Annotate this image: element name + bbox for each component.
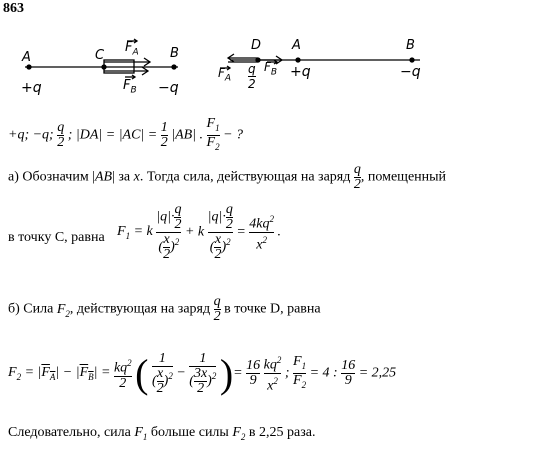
left-label-c: C: [95, 48, 105, 63]
right-charge-a: +q: [290, 64, 311, 80]
given-frac-f1f2: $\frac{F_1}{F_2}$: [206, 116, 220, 152]
right-label-d: D: [251, 38, 262, 53]
right-label-fb: $F_B$: [264, 60, 278, 78]
right-label-a: A: [292, 38, 301, 53]
conclusion: Следовательно, сила $F_1$ больше силы $F_2$ в 2,25 раза.: [8, 425, 316, 442]
right-charge-b: −q: [400, 64, 421, 80]
given-frac-q2: $\frac{q}{2}$: [57, 119, 65, 150]
given-frac-half: $\frac{1}{2}$: [160, 119, 168, 150]
force-diagram: [0, 0, 550, 110]
left-label-a: A: [22, 50, 31, 65]
left-charge-b: −q: [158, 80, 179, 96]
right-label-b: B: [406, 38, 415, 53]
right-charge-d: q 2: [248, 62, 256, 91]
left-charge-a: +q: [21, 80, 42, 96]
problem-number: 863: [3, 1, 24, 16]
left-label-b: B: [170, 46, 179, 61]
left-label-fb: $F_B$: [123, 78, 137, 96]
formula-f1: $F_1 = k$ |q|· $\frac{q}{2}$ ( $\frac{x}{2}$ )$^2$ + k |q|· $\frac{q}{2}$ ( $\frac{x}{2}$ )$^2$ = $\frac{4kq^2}{x^2}$ .: [117, 202, 281, 262]
left-label-fa: $F_A$: [125, 40, 139, 58]
left-point-a: [27, 65, 31, 69]
given-line: +q; −q; $\frac{q}{2}$ ; |DA| = |AC| = $\frac{1}{2}$ |AB| . $\frac{F_1}{F_2}$ − ?: [8, 116, 244, 152]
part-a-line-2: в точку C, равна: [8, 230, 105, 245]
right-point-a: [296, 58, 300, 62]
part-b-line: б) Сила $F_2$, действующая на заряд $\frac{q}{2}$ в точке D, равна: [8, 294, 321, 324]
formula-f2: $F_2 = |F_A| - |F_B|$ = $\frac{kq^2}{2}$ ( 1 ( $\frac{x}{2}$ )$^2$ − 1 ( $\frac{3x}{2}$ )$^2$ )= $\frac{16}{9}$ $\frac{kq^2}{x^2}$ ; $\frac{F_1}{F_2}$ = 4 : $\frac{16}{9}$ = 2,25: [8, 350, 397, 396]
right-label-fa: $F_A$: [218, 66, 232, 84]
left-point-b: [172, 65, 176, 69]
part-a-line-1: а) Обозначим |AB| за x. Тогда сила, действующая на заряд $\frac{q}{2}$ , помещенный: [8, 162, 447, 192]
right-point-b: [410, 58, 414, 62]
